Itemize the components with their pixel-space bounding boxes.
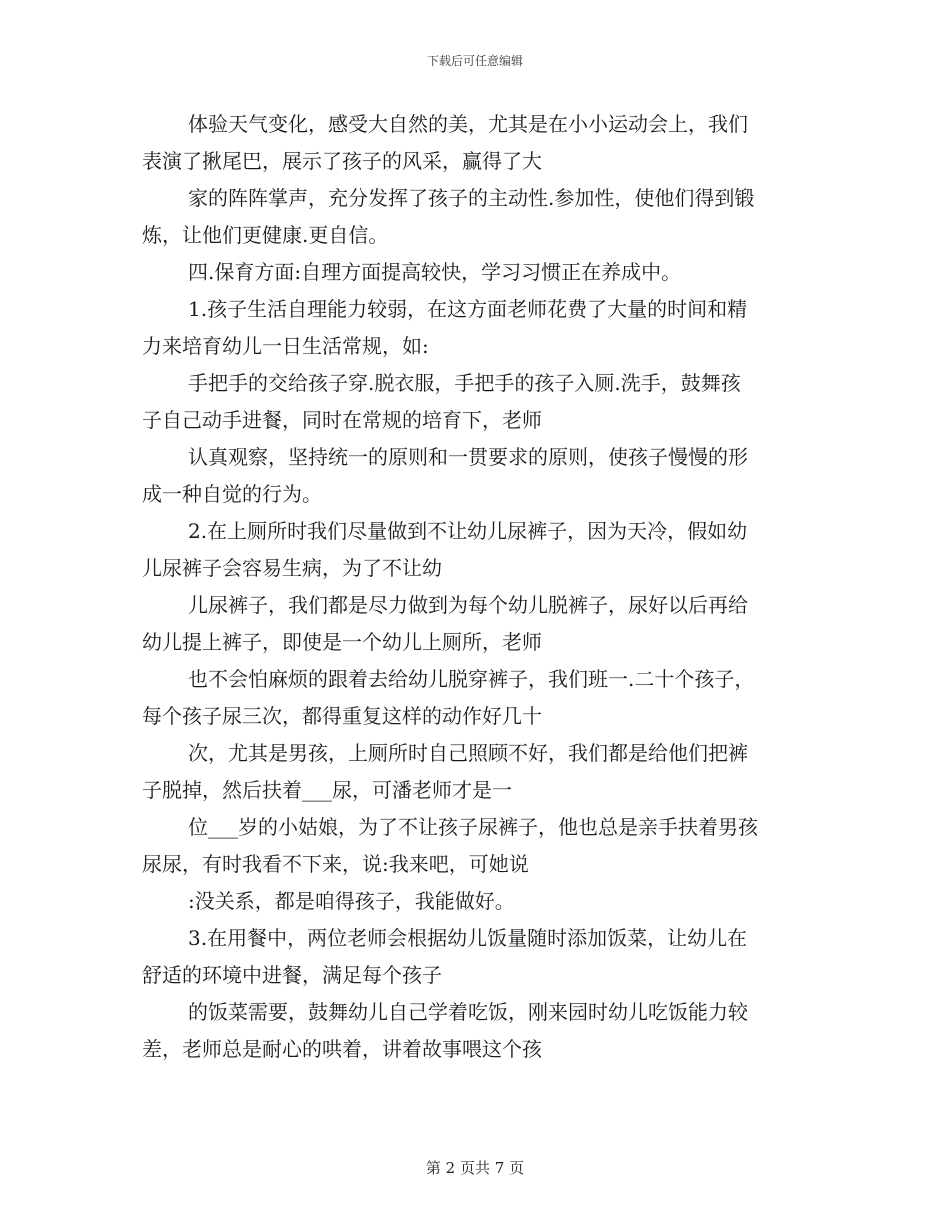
paragraph [142,291,822,365]
text-line: 2.在上厕所时我们尽量做到不让幼儿尿裤子，因为天冷，假如幼 [188,519,748,543]
document-body [142,106,822,1068]
text-line: 家的阵阵掌声，充分发挥了孩子的主动性.参加性，使他们得到锻 [188,186,755,210]
paragraph [142,106,822,180]
paragraph [142,365,822,439]
text-line: 尿尿，有时我看不下来，说:我来吧，可她说 [142,852,529,876]
paragraph [142,994,822,1068]
text-line: 儿尿裤子，我们都是尽力做到为每个幼儿脱裤子，尿好以后再给 [188,593,748,617]
paragraph [142,439,822,513]
text-line: 认真观察，坚持统一的原则和一贯要求的原则，使孩子慢慢的形 [188,445,748,469]
paragraph [142,883,822,920]
text-line: 体验天气变化，感受大自然的美，尤其是在小小运动会上，我们 [188,112,748,136]
paragraph [142,587,822,661]
paragraph [142,809,822,883]
text-line: 舒适的环境中进餐，满足每个孩子 [142,963,442,987]
text-line: 位___岁的小姑娘，为了不让孩子尿裤子，他也总是亲手扶着男孩 [188,815,758,839]
paragraph [142,735,822,809]
text-line: 子自己动手进餐，同时在常规的培育下，老师 [142,408,542,432]
paragraph [142,661,822,735]
text-line: 表演了揪尾巴，展示了孩子的风采，赢得了大 [142,149,542,173]
text-line: 子脱掉，然后扶着___尿，可潘老师才是一 [142,778,512,802]
text-line: 3.在用餐中，两位老师会根据幼儿饭量随时添加饭菜，让幼儿在 [188,926,748,950]
paragraph [142,920,822,994]
text-line: 每个孩子尿三次，都得重复这样的动作好几十 [142,704,542,728]
page-number-footer: 第 2 页共 7 页 [425,1159,525,1177]
text-line: 1.孩子生活自理能力较弱，在这方面老师花费了大量的时间和精 [188,297,748,321]
text-line: 力来培育幼儿一日生活常规，如: [142,334,429,358]
text-line: 幼儿提上裤子，即使是一个幼儿上厕所，老师 [142,630,542,654]
text-line: 四.保育方面:自理方面提高较快，学习习惯正在养成中。 [188,260,682,284]
paragraph [142,513,822,587]
text-line: 次，尤其是男孩，上厕所时自己照顾不好，我们都是给他们把裤 [188,741,748,765]
text-line: 也不会怕麻烦的跟着去给幼儿脱穿裤子，我们班一.二十个孩子， [188,667,755,691]
text-line: 的饭菜需要，鼓舞幼儿自己学着吃饭，刚来园时幼儿吃饭能力较 [188,1000,748,1024]
paragraph [142,254,822,291]
text-line: :没关系，都是咱得孩子，我能做好。 [188,889,515,913]
page-header-note: 下载后可任意编辑 [426,54,523,68]
text-line: 成一种自觉的行为。 [142,482,322,506]
text-line: 手把手的交给孩子穿.脱衣服，手把手的孩子入厕.洗手，鼓舞孩 [188,371,741,395]
text-line: 儿尿裤子会容易生病，为了不让幼 [142,556,442,580]
paragraph [142,180,822,254]
text-line: 炼，让他们更健康.更自信。 [142,223,389,247]
text-line: 差，老师总是耐心的哄着，讲着故事喂这个孩 [142,1037,542,1061]
